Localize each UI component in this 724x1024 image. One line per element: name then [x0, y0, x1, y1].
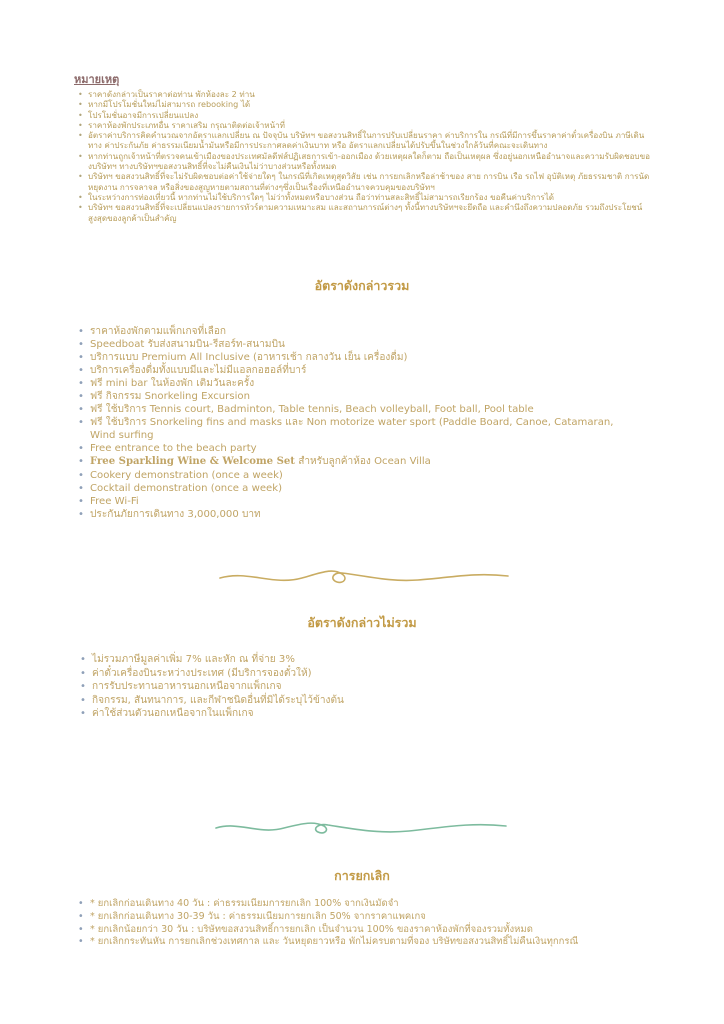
excludes-list — [80, 653, 480, 721]
list-item: • บริษัทฯ ขอสงวนสิทธิ์ที่จะเปลี่ยนแปลงรายการทัวร์ตามความเหมาะสม และสถานการณ์ต่างๆ ทั้งนี้ทางบริษัทฯจะยึดถือ และคำนึงถึงความปลอดภัย รวมถึงประโยชน์สูงสุดของลูกค้าเป็นสำคัญ — [78, 202, 658, 223]
list-item: • ฟรี mini bar ในห้องพัก เติมวันละครั้ง — [78, 377, 638, 390]
green-wave-divider — [214, 817, 508, 839]
list-item: • Free Wi-Fi — [78, 495, 638, 508]
list-item: • ฟรี ใช้บริการ Tennis court, Badminton, Table tennis, Beach volleyball, Foot ball, Pool table — [78, 403, 638, 416]
list-item: • ราคาห้องพักตามแพ็กเกจที่เลือก — [78, 325, 638, 338]
includes-title: อัตราดังกล่าวรวม — [314, 278, 410, 293]
notes-list — [78, 89, 658, 223]
list-item: • * ยกเลิกก่อนเดินทาง 40 วัน : ค่าธรรมเนียมการยกเลิก 100% จากเงินมัดจำ — [78, 898, 678, 911]
list-item: • บริษัทฯ ขอสงวนสิทธิ์ที่จะไม่รับผิดชอบต่อค่าใช้จ่ายใดๆ ในกรณีที่เกิดเหตุสุดวิสัย เช่น การยกเลิกหรือล่าช้าของ สาย การบิน เรือ รถไฟ อุบัติเหตุ ภัยธรรมชาติ การนัดหยุดงาน การจลาจล หรือสิ่งของสูญหายตามสถานที่ต่างๆซึ่งเป็นเรื่องที่เหนืออำนาจควบคุมของบริษัทฯ — [78, 171, 658, 192]
list-item: • หากท่านถูกเจ้าหน้าที่ตรวจคนเข้าเมืองของประเทศมัลดีฟส์ปฏิเสธการเข้า-ออกเมือง ด้วยเหตุผลใดก็ตาม ถือเป็นเหตุผล ซึ่งอยู่นอกเหนืออำนาจและความรับผิดชอบของบริษัทฯ ทางบริษัทฯขอสงวนสิทธิ์ที่จะไม่คืนเงินไม่ว่าบางส่วนหรือทั้งหมด — [78, 151, 658, 172]
list-item: • บริการแบบ Premium All Inclusive (อาหารเช้า กลางวัน เย็น เครื่องดื่ม) — [78, 351, 638, 364]
list-item: • Speedboat รับส่งสนามบิน-รีสอร์ท-สนามบิน — [78, 338, 638, 351]
list-item: • บริการเครื่องดื่มทั้งแบบมีและไม่มีแอลกอฮอล์ที่บาร์ — [78, 364, 638, 377]
list-item: • ไม่รวมภาษีมูลค่าเพิ่ม 7% และหัก ณ ที่จ่าย 3% — [80, 653, 480, 667]
list-item: • Cocktail demonstration (once a week) — [78, 482, 638, 495]
includes-list — [78, 325, 638, 521]
list-item: • โปรโมชั่นอาจมีการเปลี่ยนแปลง — [78, 110, 658, 120]
sparkling-bold-text: Free Sparkling Wine & Welcome Set — [90, 456, 295, 468]
list-item: • ฟรี กิจกรรม Snorkeling Excursion — [78, 390, 638, 403]
list-item: • * ยกเลิกน้อยกว่า 30 วัน : บริษัทขอสงวนสิทธิ์การยกเลิก เป็นจำนวน 100% ของราคาห้องพักที่จองรวมทั้งหมด — [78, 924, 678, 937]
excludes-title: อัตราดังกล่าวไม่รวม — [307, 615, 417, 630]
list-item: • ค่าตั๋วเครื่องบินระหว่างประเทศ (มีบริการจองตั๋วให้) — [80, 667, 480, 681]
list-item: • ในระหว่างการท่องเที่ยวนี้ หากท่านไม่ใช้บริการใดๆ ไม่ว่าทั้งหมดหรือบางส่วน ถือว่าท่านสละสิทธิ์ไม่สามารถเรียกร้อง ขอคืนค่าบริการได้ — [78, 192, 658, 202]
cancellation-title: การยกเลิก — [334, 868, 390, 883]
list-item: • ราคาห้องพักประเภทอื่น ราคาเสริม กรุณาติดต่อเจ้าหน้าที่ — [78, 120, 658, 130]
gold-wave-divider — [218, 564, 510, 590]
sparkling-rest-text: สำหรับลูกค้าห้อง Ocean Villa — [294, 456, 431, 468]
list-item-sparkling — [78, 455, 638, 468]
list-item: • อัตราค่าบริการคิดคำนวณจากอัตราแลกเปลี่ยน ณ ปัจจุบัน บริษัทฯ ขอสงวนสิทธิ์ในการปรับเปลี่ยนราคา ค่าบริการใน กรณีที่มีการขึ้นราคาค่าตั๋วเครื่องบิน ภาษีเดินทาง ค่าประกันภัย ค่าธรรมเนียมน้ำมันหรือมีการประกาศลดค่าเงินบาท หรือ อัตราแลกเปลี่ยนได้ปรับขึ้นในช่วงใกล้วันที่คณะจะเดินทาง — [78, 130, 658, 151]
list-item: • หากมีโปรโมชั่นใหม่ไม่สามารถ rebooking ได้ — [78, 99, 658, 109]
list-item: • ฟรี ใช้บริการ Snorkeling fins and masks และ Non motorize water sport (Paddle Board, Canoe, Catamaran, Wind surfing — [78, 416, 638, 442]
list-item: • * ยกเลิกกระทันหัน การยกเลิกช่วงเทศกาล และ วันหยุดยาวหรือ พักไม่ครบตามที่จอง บริษัทขอสงวนสิทธิ์ไม่คืนเงินทุกกรณี — [78, 936, 678, 949]
list-item: • * ยกเลิกก่อนเดินทาง 30-39 วัน : ค่าธรรมเนียมการยกเลิก 50% จากราคาแพคเกจ — [78, 911, 678, 924]
list-item: • Cookery demonstration (once a week) — [78, 469, 638, 482]
list-item: • Free entrance to the beach party — [78, 442, 638, 455]
cancellation-list — [78, 898, 678, 949]
list-item: • ประกันภัยการเดินทาง 3,000,000 บาท — [78, 508, 638, 521]
list-item: • กิจกรรม, สันทนาการ, และกีฬาชนิดอื่นที่มิได้ระบุไว้ข้างต้น — [80, 694, 480, 708]
list-item: • การรับประทานอาหารนอกเหนือจากแพ็กเกจ — [80, 680, 480, 694]
list-item: • ราคาดังกล่าวเป็นราคาต่อท่าน พักห้องละ 2 ท่าน — [78, 89, 658, 99]
notes-title: หมายเหตุ — [74, 73, 120, 86]
list-item: • ค่าใช้ส่วนตัวนอกเหนือจากในแพ็กเกจ — [80, 707, 480, 721]
